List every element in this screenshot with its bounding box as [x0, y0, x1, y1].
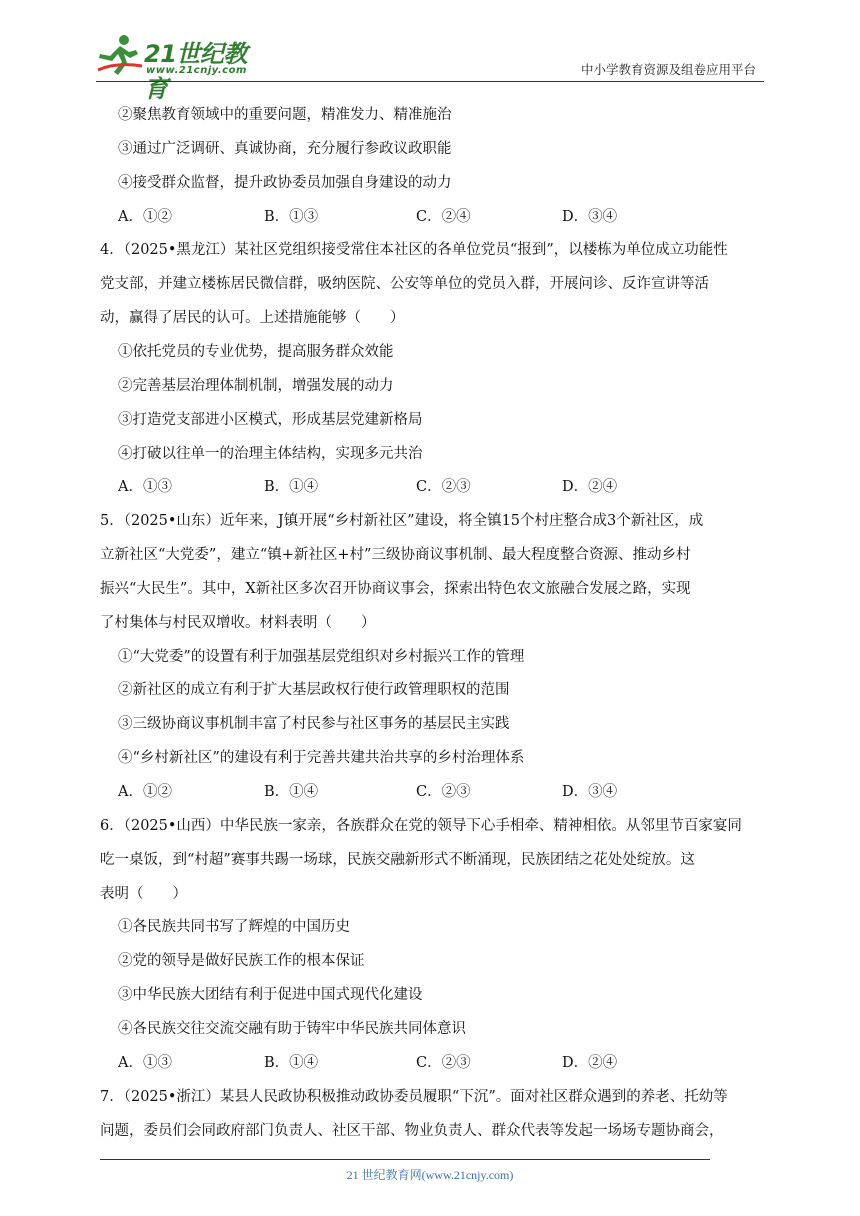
text-line: ①依托党员的专业优势，提高服务群众效能	[118, 343, 394, 360]
text-line: 4．（2025•黑龙江）某社区党组织接受常住本社区的各单位党员“报到”，以楼栋为单位成立功能性	[100, 242, 728, 259]
text-line: ②新社区的成立有利于扩大基层政权行使行政管理职权的范围	[118, 682, 510, 699]
text-line: 振兴“大民生”。其中，X新社区多次召开协商议事会，探索出特色农文旅融合发展之路，实现	[100, 580, 691, 597]
answer-option: B．①④	[264, 1054, 319, 1071]
answer-option: A．①③	[118, 1054, 172, 1071]
text-line: 立新社区“大党委”，建立“镇+新社区+村”三级协商议事机制、最大程度整合资源、推动乡村	[100, 547, 691, 564]
text-line: ①“大党委”的设置有利于加强基层党组织对乡村振兴工作的管理	[118, 648, 525, 665]
logo	[96, 32, 266, 103]
answer-option: B．①④	[264, 784, 319, 800]
answer-option: D．②④	[562, 1054, 618, 1071]
text-line: ②党的领导是做好民族工作的根本保证	[118, 953, 365, 970]
answer-option: C．②③	[416, 479, 471, 496]
answer-option: A．①②	[118, 784, 172, 800]
text-line: 5．（2025•山东）近年来，J镇开展“乡村新社区”建设，将全镇15个村庄整合成3个新社区，成	[100, 513, 704, 530]
footer-divider	[100, 1159, 710, 1160]
text-line: ③三级协商议事机制丰富了村民参与社区事务的基层民主实践	[118, 716, 510, 733]
answer-option: B．①④	[264, 479, 319, 496]
footer-source: 21 世纪教育网(www.21cnjy.com)	[346, 1168, 514, 1182]
text-line: 6．（2025•山西）中华民族一家亲，各族群众在党的领导下心手相牵、精神相依。从邻里节百家宴同	[100, 817, 742, 834]
text-line: 党支部，并建立楼栋居民微信群，吸纳医院、公安等单位的党员入群，开展问诊、反诈宣讲等活	[100, 276, 709, 293]
page-header	[96, 30, 764, 103]
text-line: 了村集体与村民双增收。材料表明（ ）	[100, 614, 376, 631]
header-divider	[96, 81, 764, 82]
text-line: ④“乡村新社区”的建设有利于完善共建共治共享的乡村治理体系	[118, 750, 525, 767]
text-line: ③通过广泛调研、真诚协商，充分履行参政议政职能	[118, 140, 452, 157]
header-platform-title: 中小学教育资源及组卷应用平台	[580, 62, 756, 77]
text-line: 表明（ ）	[100, 885, 187, 902]
text-line: 7．（2025•浙江）某县人民政协积极推动政协委员履职“下沉”。面对社区群众遇到的养老、托幼等	[100, 1088, 728, 1105]
answer-option: C．②③	[416, 1054, 471, 1071]
runner-logo-icon	[96, 32, 146, 78]
answer-option: A．①③	[118, 479, 172, 496]
answer-option: C．②④	[416, 208, 471, 225]
text-line: 吃一桌饭，到“村超”赛事共踢一场球，民族交融新形式不断涌现，民族团结之花处处绽放。这	[100, 851, 695, 868]
answer-option: D．③④	[562, 208, 618, 225]
text-line: ③中华民族大团结有利于促进中国式现代化建设	[118, 987, 423, 1004]
answer-option: C．②③	[416, 784, 471, 800]
text-line: 问题，委员们会同政府部门负责人、社区干部、物业负责人、群众代表等发起一场场专题协商会，	[100, 1122, 724, 1139]
text-line: ④各民族交往交流交融有助于铸牢中华民族共同体意识	[118, 1020, 466, 1037]
answer-option: A．①②	[118, 208, 172, 225]
text-line: ④接受群众监督，提升政协委员加强自身建设的动力	[118, 174, 452, 191]
text-line: ②聚焦教育领域中的重要问题，精准发力、精准施治	[118, 107, 452, 123]
logo-text: 21世纪教育	[144, 40, 247, 103]
answer-option: B．①③	[264, 208, 319, 225]
text-line: ④打破以往单一的治理主体结构，实现多元共治	[118, 445, 423, 462]
text-line: ①各民族共同书写了辉煌的中国历史	[118, 919, 350, 936]
text-line: 动，赢得了居民的认可。上述措施能够（ ）	[100, 310, 405, 327]
logo-url: www.21cnjy.com	[146, 65, 247, 76]
text-line: ②完善基层治理体制机制，增强发展的动力	[118, 377, 394, 394]
answer-option: D．②④	[562, 479, 618, 496]
answer-option: D．③④	[562, 784, 618, 800]
text-line: ③打造党支部进小区模式，形成基层党建新格局	[118, 411, 423, 428]
